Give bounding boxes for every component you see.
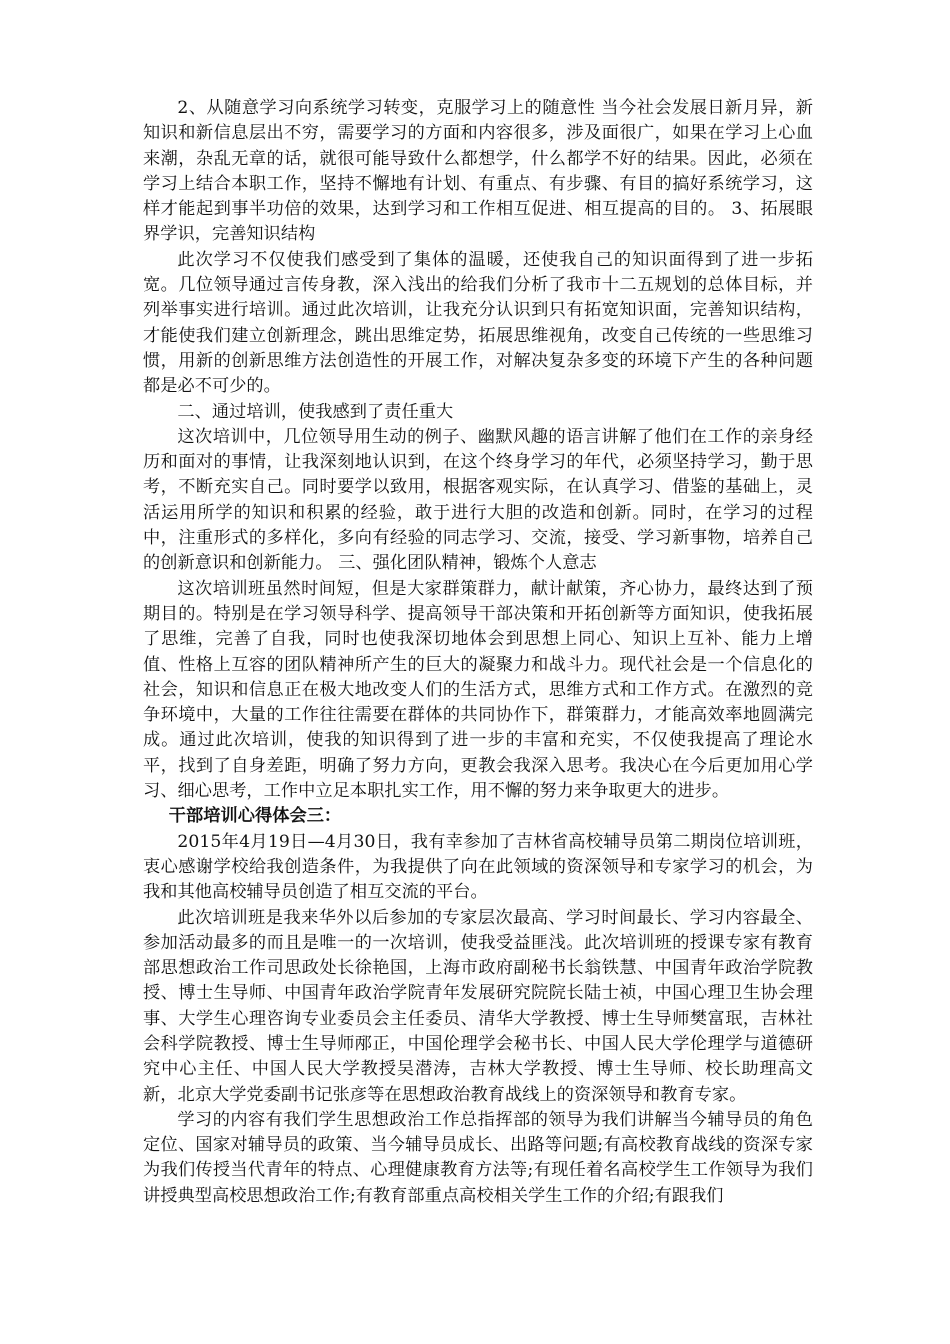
paragraph-team-spirit: 这次培训班虽然时间短，但是大家群策群力，献计献策，齐心协力，最终达到了预期目的。特别是在学习领导科学、提高领导干部决策和开拓创新等方面知识，使我拓展了思维，完善了自我，同时也使我深切地体会到思想上同心、知识上互补、能力上增值、性格上互容的团队精神所产生的巨大的凝聚力和战斗力。现代社会是一个信息化的社会，知识和信息正在极大地改变人们的生活方式，思维方式和工作方式。在激烈的竞争环境中，大量的工作往往需要在群体的共同协作下，群策群力，才能高效率地圆满完成。通过此次培训，使我的知识得到了进一步的丰富和充实，不仅使我提高了理论水平，找到了自身差距，明确了努力方向，更教会我深入思考。我决心在今后更加用心学习、细心思考，工作中立足本职扎实工作，用不懈的努力来争取更大的进步。 [143,578,813,802]
paragraph-expert-lecturers: 此次培训班是我来华外以后参加的专家层次最高、学习时间最长、学习内容最全、参加活动最多的而且是唯一的一次培训，使我受益匪浅。此次培训班的授课专家有教育部思想政治工作司思政处长徐艳国，上海市政府副秘书长翁铁慧、中国青年政治学院教授、博士生导师、中国青年政治学院青年发展研究院院长陆士祯，中国心理卫生协会理事、大学生心理咨询专业委员会主任委员、清华大学教授、博士生导师樊富珉，吉林社会科学院教授、博士生导师邴正，中国伦理学会秘书长、中国人民大学伦理学与道德研究中心主任、中国人民大学教授吴潜涛，吉林大学教授、博士生导师、校长助理高文新，北京大学党委副书记张彦等在思想政治教育战线上的资深领导和教育专家。 [143,907,813,1105]
document-page [143,96,813,1209]
paragraph-training-lessons: 这次培训中，几位领导用生动的例子、幽默风趣的语言讲解了他们在工作的亲身经历和面对的事情，让我深刻地认识到，在这个终身学习的年代，必须坚持学习，勤于思考，不断充实自己。同时要学以致用，根据客观实际，在认真学习、借鉴的基础上，灵活运用所学的知识和积累的经验，敢于进行大胆的改造和创新。同时，在学习的过程中，注重形式的多样化，多向有经验的同志学习、交流，接受、学习新事物，培养自己的创新意识和创新能力。 三、强化团队精神，锻炼个人意志 [143,426,813,574]
paragraph-training-dates: 2015年4月19日—4月30日，我有幸参加了吉林省高校辅导员第二期岗位培训班，衷心感谢学校给我创造条件，为我提供了向在此领域的资深领导和专家学习的机会，为我和其他高校辅导员创造了相互交流的平台。 [143,831,813,903]
section-heading-responsibility: 二、通过培训，使我感到了责任重大 [177,401,454,422]
section-title-part-three: 干部培训心得体会三： [168,806,342,827]
paragraph-learning-content: 学习的内容有我们学生思想政治工作总指挥部的领导为我们讲解当今辅导员的角色定位、国家对辅导员的政策、当今辅导员成长、出路等问题;有高校教育战线的资深专家为我们传授当代青年的特点、心理健康教育方法等;有现任着名高校学生工作领导为我们讲授典型高校思想政治工作;有教育部重点高校相关学生工作的介绍;有跟我们 [143,1109,813,1206]
paragraph-systematic-learning: 2、从随意学习向系统学习转变，克服学习上的随意性 当今社会发展日新月异，新知识和新信息层出不穷，需要学习的方面和内容很多，涉及面很广，如果在学习上心血来潮，杂乱无章的话，就很可能导致什么都想学，什么都学不好的结果。因此，必须在学习上结合本职工作，坚持不懈地有计划、有重点、有步骤、有目的搞好系统学习，这样才能起到事半功倍的效果，达到学习和工作相互促进、相互提高的目的。 3、拓展眼界学识，完善知识结构 [143,98,813,245]
paragraph-broaden-knowledge: 此次学习不仅使我们感受到了集体的温暖，还使我自己的知识面得到了进一步拓宽。几位领导通过言传身教，深入浅出的给我们分析了我市十二五规划的总体目标，并列举事实进行培训。通过此次培训，让我充分认识到只有拓宽知识面，完善知识结构，才能使我们建立创新理念，跳出思维定势，拓展思维视角，改变自己传统的一些思维习惯，用新的创新思维方法创造性的开展工作，对解决复杂多变的环境下产生的各种问题都是必不可少的。 [143,249,813,397]
